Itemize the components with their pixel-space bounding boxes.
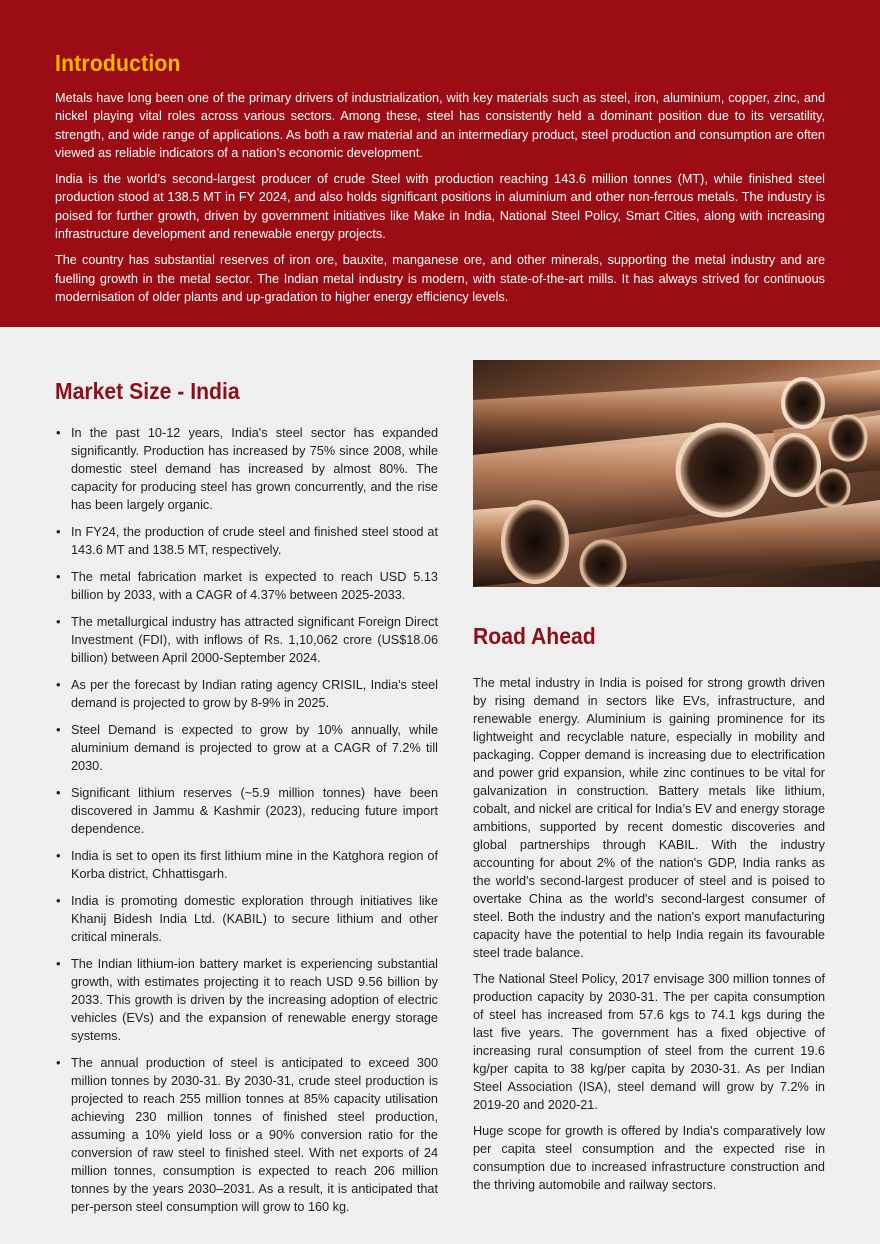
steel-pipes-illustration bbox=[473, 360, 880, 587]
list-item: • The metal fabrication market is expected to reach USD 5.13 billion by 2033, with a CAGR of 4.37% between 2025-2033. bbox=[55, 568, 438, 604]
road-ahead-paragraph-2: The National Steel Policy, 2017 envisage 300 million tonnes of production capacity by 2030-31. The per capita consumption of steel has increased from 57.6 kgs to 74.1 kgs during the last five years. The government has a fixed objective of increasing rural consumption of steel from the current 19.6 kg/per capita to 38 kg/per capita by 2030-31. As per Indian Steel Association (ISA), steel demand will grow by 7.2% in 2019-20 and 2020-21. bbox=[473, 972, 825, 1112]
introduction-section bbox=[0, 0, 880, 327]
introduction-title: Introduction bbox=[55, 50, 181, 76]
list-item: • India is set to open its first lithium mine in the Katghora region of Korba district, Chhattisgarh. bbox=[55, 847, 438, 883]
market-size-section bbox=[55, 378, 438, 1225]
market-size-title: Market Size - India bbox=[55, 378, 240, 404]
road-ahead-paragraph-1: The metal industry in India is poised for strong growth driven by rising demand in sectors like EVs, infrastructure, and renewable energy. Aluminium is gaining prominence for its lightweight and recyclable nature, especially in mobility and packaging. Copper demand is increasing due to electrification and power grid expansion, while zinc continues to be vital for galvanization in construction. Battery metals like lithium, cobalt, and nickel are critical for India’s EV and energy storage ambitions, supported by recent domestic discoveries and global partnerships through KABIL. With the industry accounting for about 2% of the nation's GDP, India ranks as the world's second-largest producer of steel and is poised to overtake China as the world's second-largest consumer of steel. Both the industry and the nation's export manufacturing capacity have the potential to help India regain its favourable steel trade balance. bbox=[473, 676, 825, 960]
list-item: • Steel Demand is expected to grow by 10% annually, while aluminium demand is projected to grow at a CAGR of 7.2% till 2030. bbox=[55, 721, 438, 775]
steel-pipes-image bbox=[473, 360, 880, 587]
road-ahead-paragraph-3: Huge scope for growth is offered by India's comparatively low per capita steel consumption and the expected rise in consumption due to increased infrastructure construction and the thriving automobile and railway sectors. bbox=[473, 1124, 825, 1192]
list-item: • The Indian lithium-ion battery market is experiencing substantial growth, with estimates projecting it to reach USD 9.56 billion by 2033. This growth is driven by the increasing adoption of electric vehicles (EVs) and the expansion of renewable energy storage systems. bbox=[55, 955, 438, 1045]
market-size-list bbox=[55, 424, 438, 1216]
list-item: • In FY24, the production of crude steel and finished steel stood at 143.6 MT and 138.5 MT, respectively. bbox=[55, 523, 438, 559]
intro-paragraph-3: The country has substantial reserves of iron ore, bauxite, manganese ore, and other minerals, supporting the metal industry and are fuelling growth in the metal sector. The Indian metal industry is modern, with state-of-the-art mills. It has always strived for continuous modernisation of older plants and up-gradation to higher energy efficiency levels. bbox=[55, 253, 825, 304]
list-item: • The annual production of steel is anticipated to exceed 300 million tonnes by 2030-31. By 2030-31, crude steel production is projected to reach 255 million tonnes at 85% capacity utilisation achieving 230 million tonnes of finished steel production, assuming a 10% yield loss or a 90% conversion ratio for the conversion of raw steel to finished steel. With net exports of 24 million tonnes, consumption is expected to reach 206 million tonnes by the years 2030–2031. As a result, it is anticipated that per-person steel consumption will grow to 160 kg. bbox=[55, 1054, 438, 1216]
list-item: • India is promoting domestic exploration through initiatives like Khanij Bidesh India Ltd. (KABIL) to secure lithium and other critical minerals. bbox=[55, 892, 438, 946]
road-ahead-section bbox=[473, 623, 880, 1194]
list-item: • The metallurgical industry has attracted significant Foreign Direct Investment (FDI), with inflows of Rs. 1,10,062 crore (US$18.06 billion) between April 2000-September 2024. bbox=[55, 613, 438, 667]
list-item: • As per the forecast by Indian rating agency CRISIL, India's steel demand is projected to grow by 8-9% in 2025. bbox=[55, 676, 438, 712]
intro-paragraph-2: India is the world’s second-largest producer of crude Steel with production reaching 143.6 million tonnes (MT), while finished steel production stood at 138.5 MT in FY 2024, and also holds significant positions in aluminium and other non-ferrous metals. The industry is poised for further growth, driven by government initiatives like Make in India, National Steel Policy, Smart Cities, along with increasing infrastructure development and renewable energy projects. bbox=[55, 172, 825, 242]
list-item: • In the past 10-12 years, India's steel sector has expanded significantly. Production has increased by 75% since 2008, while domestic steel demand has increased by almost 80%. The capacity for producing steel has grown concurrently, and the rise has been largely organic. bbox=[55, 424, 438, 514]
right-column bbox=[473, 360, 880, 1202]
list-item: • Significant lithium reserves (~5.9 million tonnes) have been discovered in Jammu & Kashmir (2023), reducing future import dependence. bbox=[55, 784, 438, 838]
road-ahead-title: Road Ahead bbox=[473, 623, 596, 649]
intro-paragraph-1: Metals have long been one of the primary drivers of industrialization, with key materials such as steel, iron, aluminium, copper, zinc, and nickel playing vital roles across various sectors. Among these, steel has consistently held a dominant position due to its versatility, strength, and wide range of applications. As both a raw material and an intermediary product, steel production and consumption are often viewed as reliable indicators of a nation’s economic development. bbox=[55, 91, 825, 160]
